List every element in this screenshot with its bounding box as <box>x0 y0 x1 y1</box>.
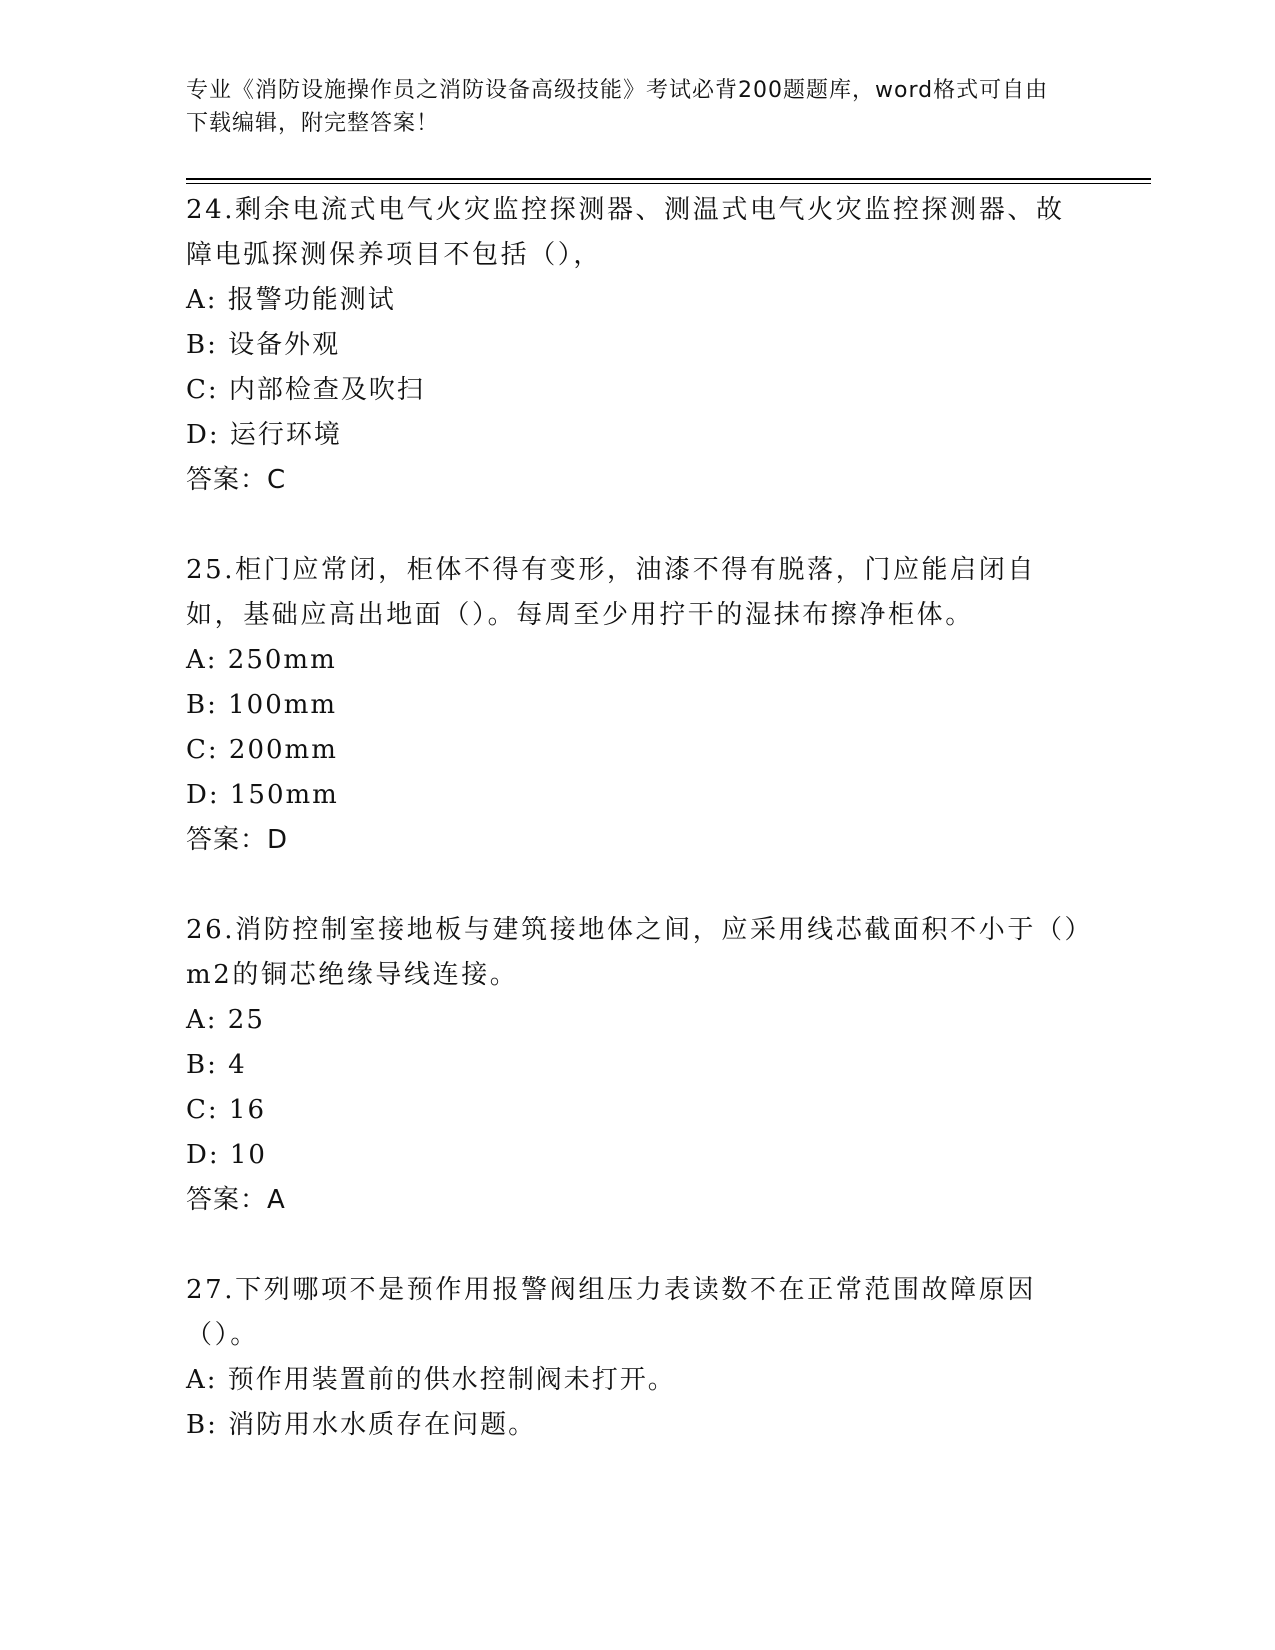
option-b: B: 4 <box>186 1050 247 1080</box>
answer: 答案：C <box>186 465 287 495</box>
question-text: 24.剩余电流式电气火灾监控探测器、测温式电气火灾监控探测器、故障电弧探测保养项目不包括（）， <box>186 195 1065 270</box>
question-text: 26.消防控制室接地板与建筑接地体之间，应采用线芯截面积不小于（）m2的铜芯绝缘导线连接。 <box>186 915 1081 990</box>
header-divider-thin <box>186 183 1151 184</box>
question-27 <box>186 1268 1086 1448</box>
option-c: C: 内部检查及吹扫 <box>186 375 425 405</box>
question-text: 25.柜门应常闭，柜体不得有变形，油漆不得有脱落，门应能启闭自如，基础应高出地面（）。每周至少用拧干的湿抹布擦净柜体。 <box>186 555 1036 630</box>
option-a: A: 报警功能测试 <box>186 285 396 315</box>
question-25 <box>186 548 1086 863</box>
answer: 答案：D <box>186 825 289 855</box>
question-list <box>186 188 1086 1493</box>
option-a: A: 25 <box>186 1005 265 1035</box>
header-divider-thick <box>186 178 1151 180</box>
option-c: C: 200mm <box>186 735 338 765</box>
question-24 <box>186 188 1086 503</box>
option-d: D: 150mm <box>186 780 339 810</box>
question-26 <box>186 908 1086 1223</box>
option-d: D: 10 <box>186 1140 267 1170</box>
option-b: B: 100mm <box>186 690 338 720</box>
answer: 答案：A <box>186 1185 286 1215</box>
option-c: C: 16 <box>186 1095 267 1125</box>
option-b: B: 消防用水水质存在问题。 <box>186 1410 537 1440</box>
option-a: A: 250mm <box>186 645 337 675</box>
option-d: D: 运行环境 <box>186 420 342 450</box>
option-b: B: 设备外观 <box>186 330 341 360</box>
question-text: 27.下列哪项不是预作用报警阀组压力表读数不在正常范围故障原因（）。 <box>186 1275 1036 1350</box>
option-a: A: 预作用装置前的供水控制阀未打开。 <box>186 1365 676 1395</box>
document-header: 专业《消防设施操作员之消防设备高级技能》考试必背200题题库，word格式可自由下载编辑，附完整答案！ <box>186 78 1049 136</box>
